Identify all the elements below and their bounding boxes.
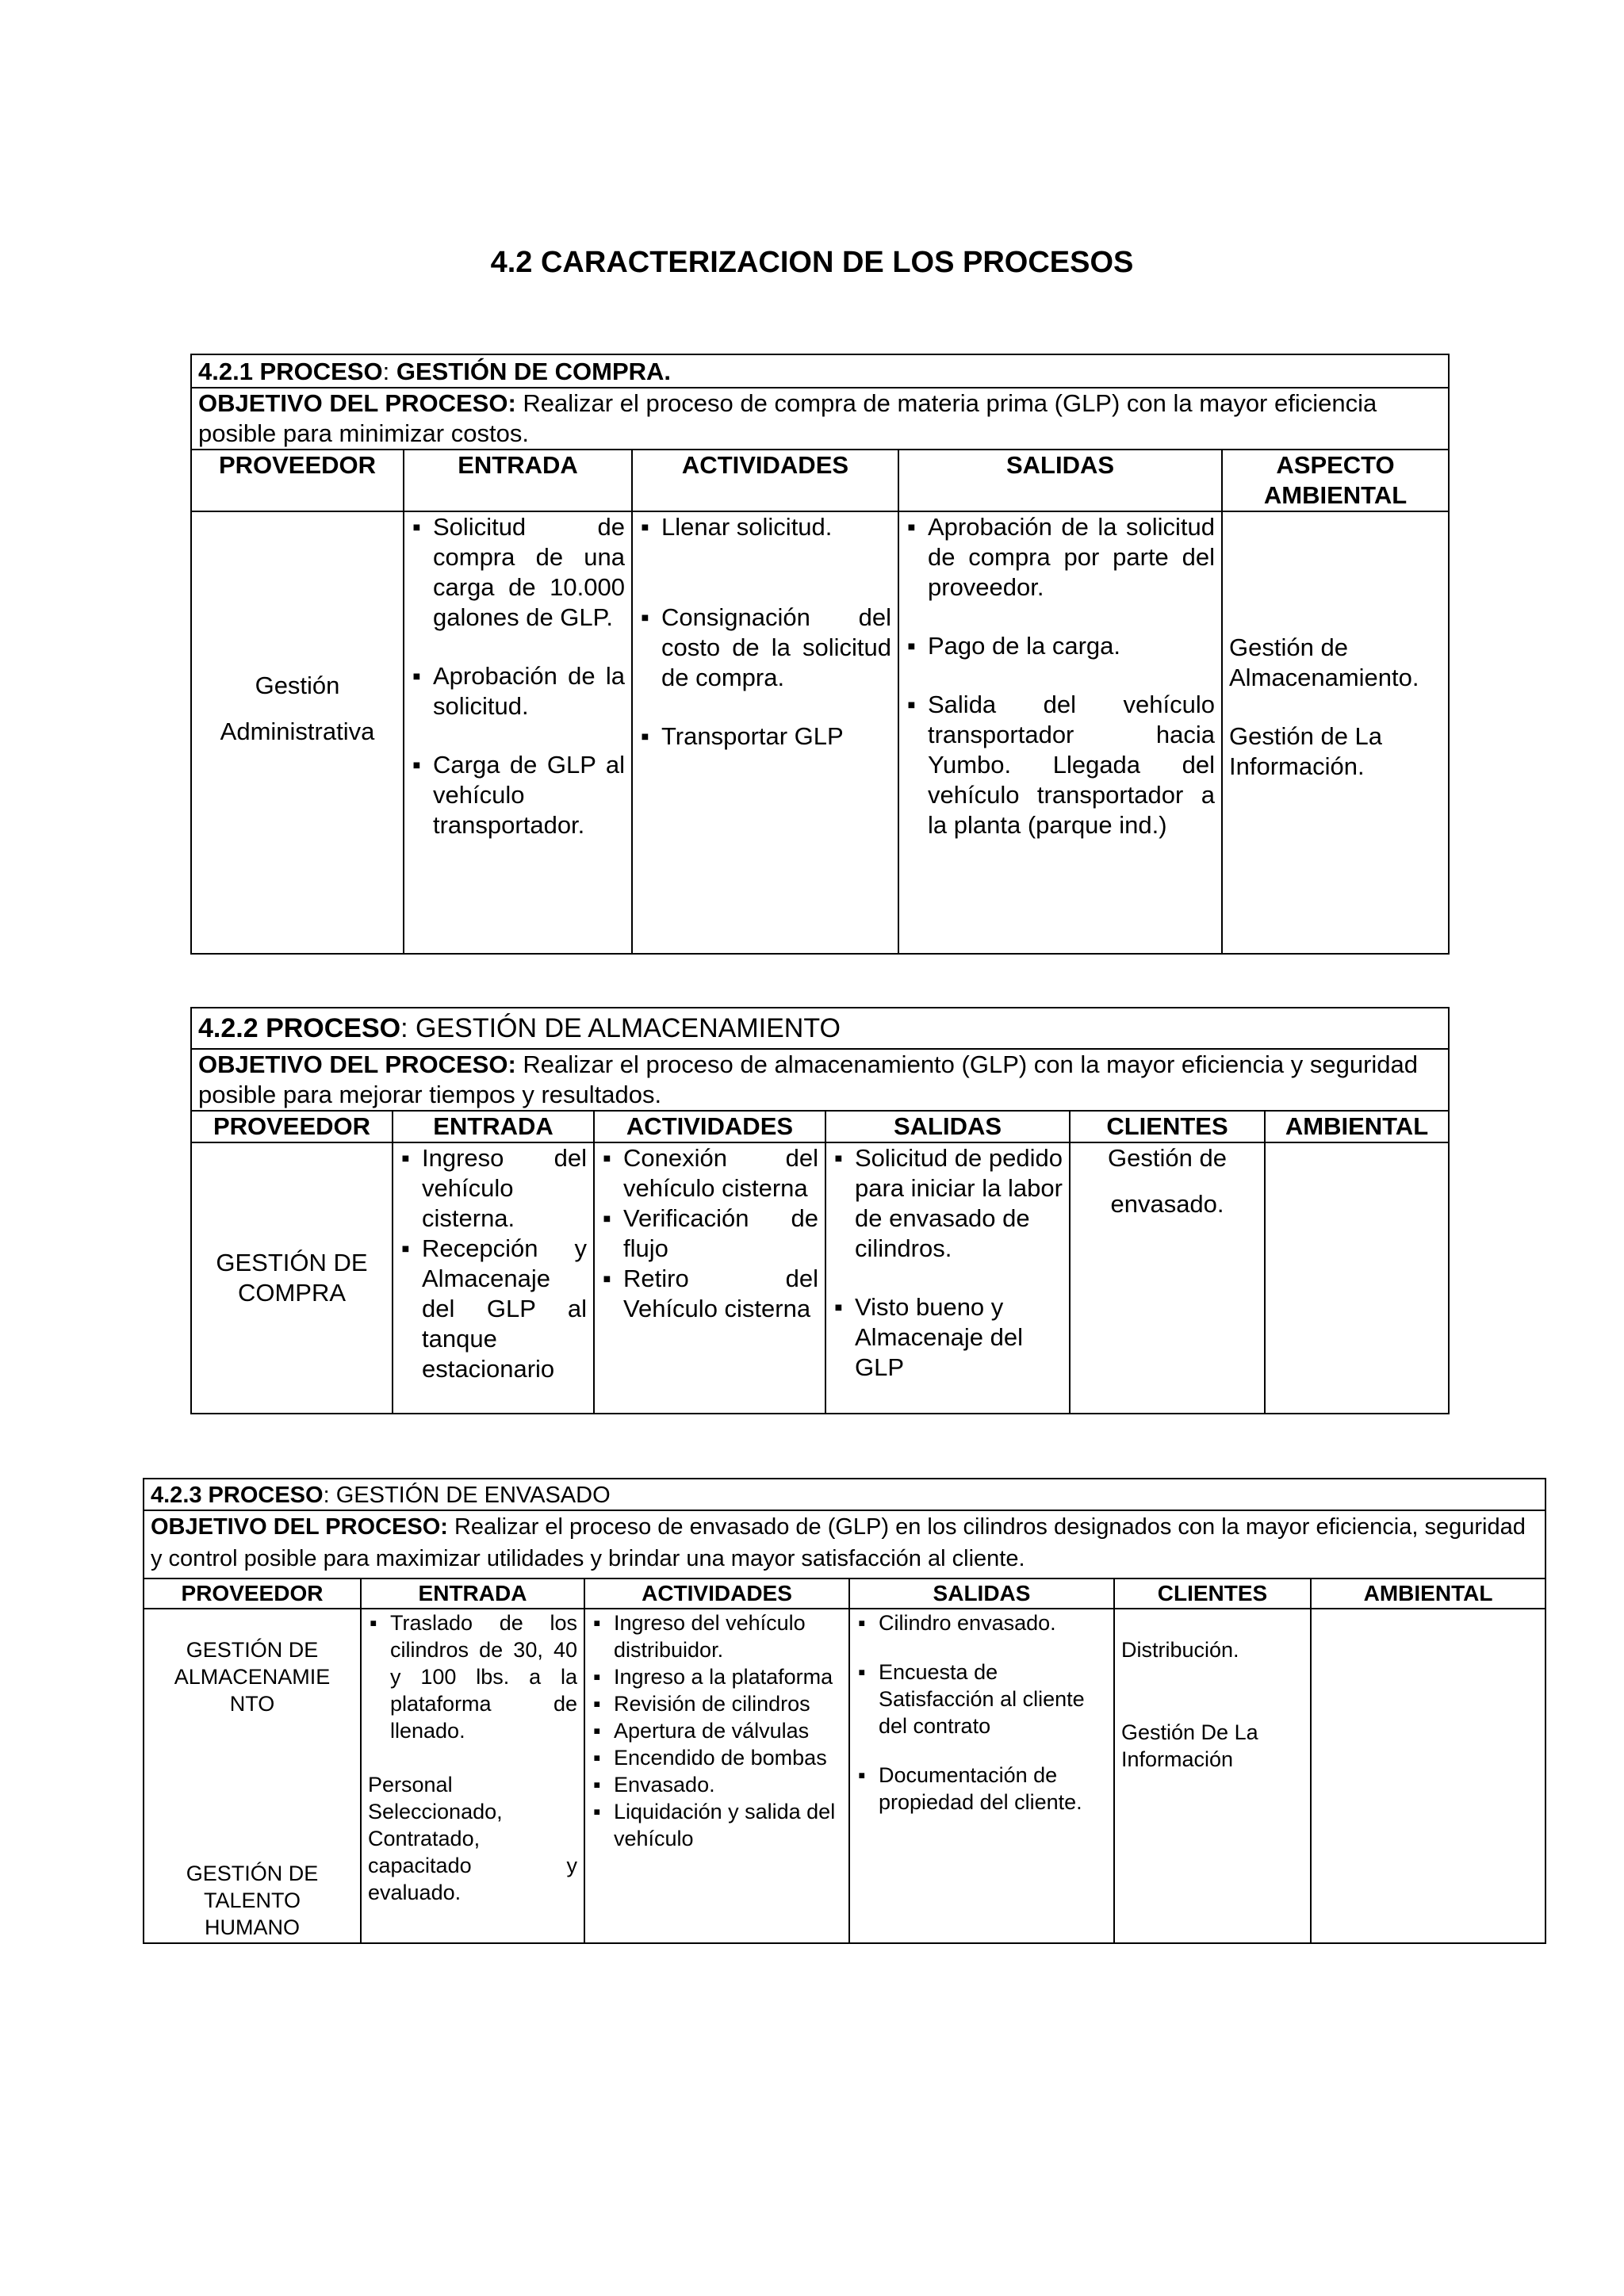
cell-actividades [584,1609,849,1943]
entrada-text: Personal Seleccionado, Contratado, capacitado y evaluado. [368,1773,577,1904]
list-item: ▪ Retiro del Vehículo cisterna [601,1264,818,1324]
process-objective [191,1049,1449,1111]
cell-ambiental: Gestión de Almacenamiento. Gestión de La Información. [1222,511,1449,954]
list-item: ▪ Solicitud de pedido para iniciar la labor de envasado de cilindros. [833,1143,1063,1264]
section-number: 4.2.1 PROCESO [198,358,383,385]
process-heading: 4.2.3 PROCESO: GESTIÓN DE ENVASADO [144,1479,1545,1510]
list-item: ▪ Cilindro envasado. [856,1609,1107,1636]
header-ambiental: AMBIENTAL [1265,1111,1449,1142]
list-item: ▪ Envasado. [592,1771,842,1798]
header-actividades: ACTIVIDADES [584,1578,849,1609]
cell-salidas [825,1142,1070,1414]
cell-entrada [404,511,632,954]
header-actividades: ACTIVIDADES [632,450,898,511]
list-item: ▪ Traslado de los cilindros de 30, 40 y 100 lbs. a la plataforma de llenado. [368,1609,577,1744]
list-item: ▪ Apertura de válvulas [592,1717,842,1744]
list-item: ▪ Consignación del costo de la solicitud de compra. [639,603,891,693]
header-salidas: SALIDAS [825,1111,1070,1142]
list-item: ▪ Visto bueno y Almacenaje del GLP [833,1292,1063,1383]
list-item: ▪ Transportar GLP [639,721,891,752]
list-item: ▪ Documentación de propiedad del cliente. [856,1762,1107,1816]
header-proveedor: PROVEEDOR [144,1578,361,1609]
cell-clientes: Gestión de envasado. [1070,1142,1265,1414]
process-objective [191,388,1449,450]
header-clientes: CLIENTES [1114,1578,1311,1609]
objective-text: Realizar el proceso de almacenamiento (GLP) con la mayor eficiencia y seguridad posible para mejorar tiempos y resultados. [198,1050,1419,1108]
cell-proveedor: GESTIÓN DE ALMACENAMIE NTO GESTIÓN DE TALENTO HUMANO [144,1609,361,1943]
process-name: GESTIÓN DE ENVASADO [335,1483,611,1508]
cell-actividades [594,1142,825,1414]
list-item: ▪ Pago de la carga. [906,631,1215,661]
list-item: ▪ Liquidación y salida del vehículo [592,1798,842,1852]
cell-proveedor: GESTIÓN DE COMPRA [191,1142,393,1414]
cell-actividades [632,511,898,954]
cell-ambiental [1311,1609,1545,1943]
list-item: ▪ Ingreso a la plataforma [592,1663,842,1690]
list-item: ▪ Carga de GLP al vehículo transportador. [411,750,625,840]
objective-label: OBJETIVO DEL PROCESO: [151,1514,448,1540]
section-number: 4.2.2 PROCESO [198,1013,401,1043]
section-number: 4.2.3 PROCESO [151,1483,324,1508]
header-salidas: SALIDAS [849,1578,1114,1609]
header-proveedor: PROVEEDOR [191,1111,393,1142]
header-entrada: ENTRADA [361,1578,584,1609]
list-item: ▪ Aprobación de la solicitud de compra por parte del proveedor. [906,512,1215,603]
list-item: ▪ Llenar solicitud. [639,512,891,542]
process-table-envasado [143,1478,1546,1944]
list-item: ▪ Encendido de bombas [592,1744,842,1771]
objective-label: OBJETIVO DEL PROCESO: [198,1050,516,1078]
list-item: ▪ Conexión del vehículo cisterna [601,1143,818,1203]
process-name: GESTIÓN DE COMPRA. [396,358,672,385]
header-clientes: CLIENTES [1070,1111,1265,1142]
list-item: ▪ Salida del vehículo transportador hacia Yumbo. Llegada del vehículo transportador a la planta (parque ind.) [906,690,1215,840]
cell-proveedor: Gestión Administrativa [191,511,404,954]
cell-entrada [393,1142,594,1414]
objective-label: OBJETIVO DEL PROCESO: [198,389,516,417]
list-item: ▪ Ingreso del vehículo cisterna. [400,1143,587,1234]
list-item: ▪ Recepción y Almacenaje del GLP al tanque estacionario [400,1234,587,1384]
cell-ambiental [1265,1142,1449,1414]
page-title: 4.2 CARACTERIZACION DE LOS PROCESOS [490,246,1134,279]
list-item: ▪ Ingreso del vehículo distribuidor. [592,1609,842,1663]
list-item: ▪ Encuesta de Satisfacción al cliente del contrato [856,1659,1107,1739]
header-aspecto-ambiental: ASPECTO AMBIENTAL [1222,450,1449,511]
cell-salidas [898,511,1222,954]
process-table-almacenamiento [190,1007,1450,1414]
header-entrada: ENTRADA [404,450,632,511]
header-actividades: ACTIVIDADES [594,1111,825,1142]
cell-entrada [361,1609,584,1943]
objective-text: Realizar el proceso de envasado de (GLP) en los cilindros designados con la mayor eficiencia, seguridad y control posible para maximizar utilidades y brindar una mayor satisfacción al cliente. [151,1514,1526,1571]
header-ambiental: AMBIENTAL [1311,1578,1545,1609]
process-table-compra [190,354,1450,955]
process-objective [144,1510,1545,1578]
cell-salidas [849,1609,1114,1943]
process-heading: 4.2.2 PROCESO: GESTIÓN DE ALMACENAMIENTO [191,1008,1449,1049]
list-item: ▪ Aprobación de la solicitud. [411,661,625,721]
header-entrada: ENTRADA [393,1111,594,1142]
list-item: ▪ Revisión de cilindros [592,1690,842,1717]
list-item: ▪ Solicitud de compra de una carga de 10.000 galones de GLP. [411,512,625,633]
header-salidas: SALIDAS [898,450,1222,511]
list-item: ▪ Verificación de flujo [601,1203,818,1264]
objective-text: Realizar el proceso de compra de materia prima (GLP) con la mayor eficiencia posible para minimizar costos. [198,389,1377,447]
cell-clientes: Distribución. Gestión De La Información [1114,1609,1311,1943]
process-heading: 4.2.1 PROCESO: GESTIÓN DE COMPRA. [191,354,1449,388]
header-proveedor: PROVEEDOR [191,450,404,511]
process-name: GESTIÓN DE ALMACENAMIENTO [416,1013,841,1043]
